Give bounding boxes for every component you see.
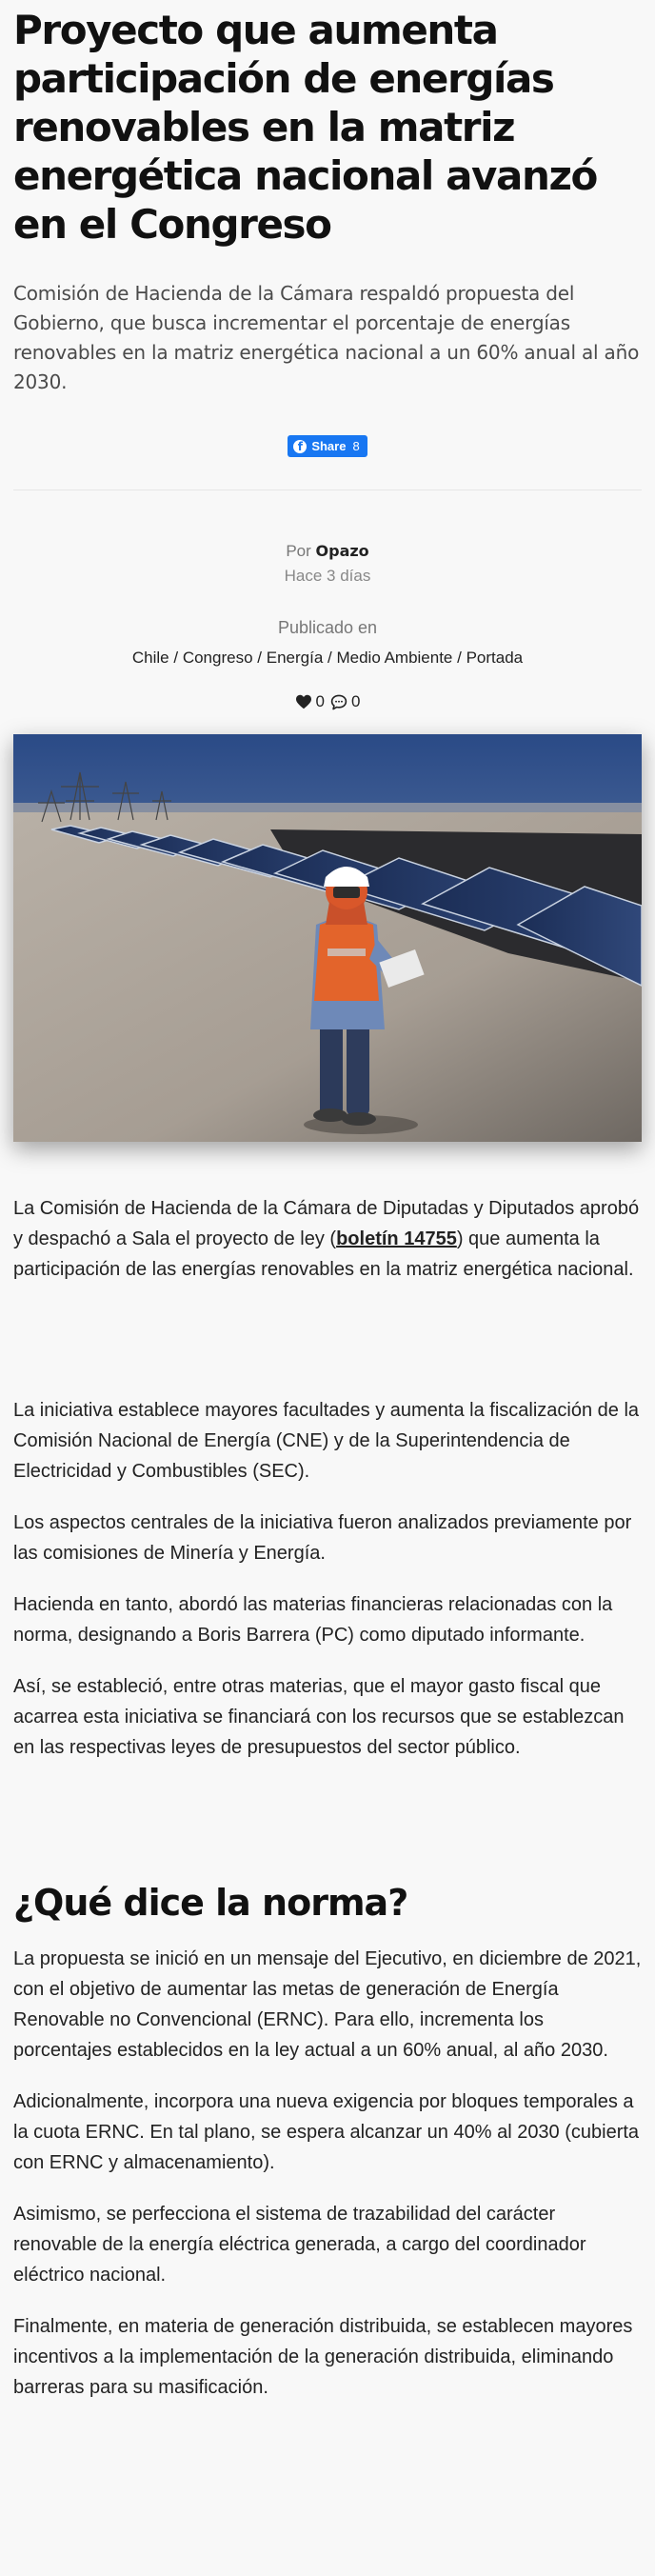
paragraph: La propuesta se inició en un mensaje del Ejecutivo, en diciembre de 2021, con el objetivo de aumentar las metas de generación de Energía Renovable no Convencional (ERNC). Para ello, incrementa los porcentajes establecidos en la ley actual a un 60% anual, al año 2030. bbox=[13, 1948, 642, 2061]
paragraph: Así, se estableció, entre otras materias, que el mayor gasto fiscal que acarrea esta iniciativa se financiará con los recursos que se establezcan en las respectivas leyes de presupuestos del sector público. bbox=[13, 1676, 625, 1758]
article-body bbox=[13, 1193, 642, 2403]
paragraph: Asimismo, se perfecciona el sistema de trazabilidad del carácter renovable de la energía eléctrica generada, a cargo del coordinador eléctrico nacional. bbox=[13, 2204, 586, 2286]
bulletin-link[interactable]: boletín 14755 bbox=[336, 1228, 457, 1249]
paragraph: Adicionalmente, incorpora una nueva exigencia por bloques temporales a la cuota ERNC. En tal plano, se espera alcanzar un 40% al 2030 (cubierta con ERNC y almacenamiento). bbox=[13, 2091, 640, 2173]
comment-count: 0 bbox=[351, 692, 361, 710]
paragraph: Hacienda en tanto, abordó las materias financieras relacionadas con la norma, designando a Boris Barrera (PC) como diputado informante. bbox=[13, 1594, 613, 1646]
category-link-medio-ambiente[interactable]: Medio Ambiente bbox=[336, 649, 453, 667]
facebook-icon: f bbox=[293, 440, 307, 453]
like-count: 0 bbox=[315, 692, 325, 710]
share-label: Share bbox=[311, 439, 347, 453]
published-in-label: Publicado en bbox=[277, 618, 378, 637]
byline bbox=[13, 542, 642, 561]
category-link-congreso[interactable]: Congreso bbox=[182, 649, 253, 667]
post-date: Hace 3 días bbox=[284, 567, 371, 585]
paragraph bbox=[13, 1193, 642, 1285]
by-label: Por bbox=[286, 542, 311, 560]
divider bbox=[13, 489, 642, 490]
category-list bbox=[13, 649, 642, 668]
paragraph: La iniciativa establece mayores facultades y aumenta la fiscalización de la Comisión Nacional de Energía (CNE) y de la Superintendencia de Electricidad y Combustibles (SEC). bbox=[13, 1400, 640, 1482]
section-heading: ¿Qué dice la norma? bbox=[13, 1882, 408, 1924]
facebook-share-button[interactable] bbox=[288, 435, 367, 457]
featured-image bbox=[13, 734, 642, 1142]
category-separator: / bbox=[173, 649, 179, 667]
paragraph-text: La Comisión de Hacienda de la Cámara de Diputadas y Diputados aprobó y despachó a Sala el proyecto de ley ( bbox=[13, 1198, 640, 1249]
category-separator: / bbox=[328, 649, 332, 667]
category-link-energia[interactable]: Energía bbox=[266, 649, 324, 667]
category-link-portada[interactable]: Portada bbox=[466, 649, 524, 667]
paragraph: Los aspectos centrales de la iniciativa fueron analizados previamente por las comisiones de Minería y Energía. bbox=[13, 1512, 632, 1564]
article-meta bbox=[13, 542, 642, 711]
paragraph-text: ) que aumenta la participación de las energías renovables en la matriz energética nacional. bbox=[13, 1228, 634, 1280]
category-separator: / bbox=[457, 649, 462, 667]
solar-plant-photo bbox=[13, 734, 642, 1142]
share-count: 8 bbox=[352, 439, 360, 453]
paragraph: Finalmente, en materia de generación distribuida, se establecen mayores incentivos a la implementación de la generación distribuida, eliminando barreras para su masificación. bbox=[13, 2316, 633, 2398]
share-bar bbox=[13, 435, 642, 457]
category-link-chile[interactable]: Chile bbox=[131, 649, 169, 667]
heart-icon[interactable] bbox=[295, 694, 312, 709]
category-separator: / bbox=[257, 649, 262, 667]
article-title: Proyecto que aumenta participación de energías renovables en la matriz energética nacional avanzó en el Congreso bbox=[13, 7, 597, 248]
reactions-bar bbox=[13, 692, 642, 711]
article-excerpt: Comisión de Hacienda de la Cámara respaldó propuesta del Gobierno, que busca incrementar el porcentaje de energías renovables en la matriz energética nacional a un 60% anual al año 2030. bbox=[13, 282, 640, 393]
author-link[interactable]: Opazo bbox=[315, 542, 369, 560]
comment-icon[interactable] bbox=[330, 694, 347, 710]
